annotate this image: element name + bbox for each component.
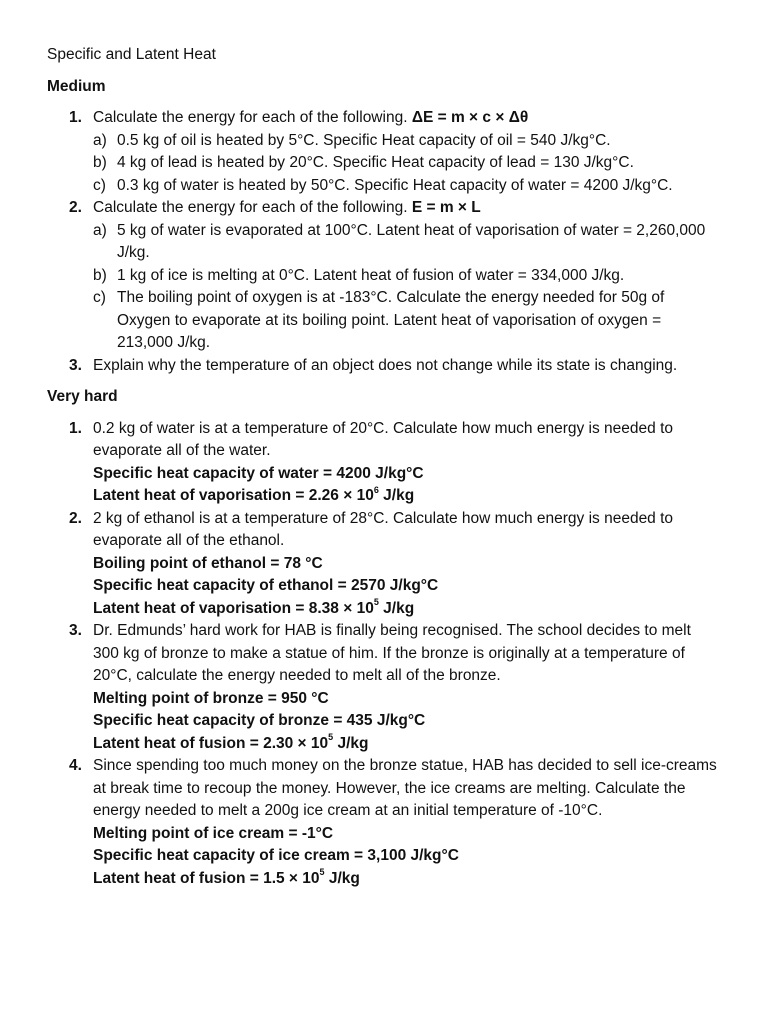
sub-question-text: The boiling point of oxygen is at -183°C. Calculate the energy needed for 50g of Oxygen to evaporate at its boiling point. Latent heat of vaporisation of oxygen = 213,000 J/kg. xyxy=(117,289,665,351)
sub-question-text: 0.5 kg of oil is heated by 5°C. Specific Heat capacity of oil = 540 J/kg°C. xyxy=(117,131,611,149)
question-text: Calculate the energy for each of the following. xyxy=(93,199,412,216)
very-hard-heading: Very hard xyxy=(47,388,118,405)
sub-label: a) xyxy=(93,221,107,239)
question-number: 1. xyxy=(69,109,82,126)
sub-question xyxy=(93,175,720,198)
very-hard-question-1 xyxy=(47,418,720,508)
sub-question xyxy=(93,152,720,175)
medium-question-list xyxy=(47,107,720,377)
given-value: Latent heat of vaporisation = $2.26 \times 10^6$ J/kg xyxy=(93,484,415,504)
question-text: 2 kg of ethanol is at a temperature of 28°C. Calculate how much energy is needed to evaporate all of the ethanol. xyxy=(93,509,674,549)
sub-label: c) xyxy=(93,289,106,306)
very-hard-question-3 xyxy=(47,620,720,755)
sub-question xyxy=(93,265,720,288)
given-value: Melting point of bronze = 950 °C xyxy=(93,689,329,707)
question-number: 2. xyxy=(69,509,82,527)
sub-label: a) xyxy=(93,131,107,149)
sub-label: b) xyxy=(93,266,107,284)
very-hard-question-4 xyxy=(47,755,720,890)
given-value: Specific heat capacity of ice cream = 3,100 J/kg°C xyxy=(93,847,459,864)
question-text: Since spending too much money on the bronze statue, HAB has decided to sell ice-creams at break time to recoup the money. However, the ice creams are melting. Calculate the energy needed to melt a 200g ice cream at an initial temperature of -10°C. xyxy=(93,757,717,819)
given-value: Latent heat of fusion = $2.30 \times 10^5$ J/kg xyxy=(93,732,369,752)
given-value: Latent heat of fusion = $1.5 \times 10^5$ J/kg xyxy=(93,867,360,887)
sub-question xyxy=(93,220,720,265)
given-value: Specific heat capacity of water = 4200 J/kg°C xyxy=(93,464,424,482)
sub-question-list xyxy=(93,130,720,198)
question-number: 2. xyxy=(69,199,82,216)
medium-question-1 xyxy=(47,107,720,197)
question-number: 3. xyxy=(69,622,82,639)
document-title: Specific and Latent Heat xyxy=(47,46,216,63)
medium-heading: Medium xyxy=(47,77,106,95)
sub-question xyxy=(93,287,720,355)
given-value: Latent heat of vaporisation = $8.38 \times 10^5$ J/kg xyxy=(93,597,415,617)
sub-question-text: 5 kg of water is evaporated at 100°C. Latent heat of vaporisation of water = 2,260,000 J/kg. xyxy=(117,221,706,261)
given-value: Specific heat capacity of ethanol = 2570 J/kg°C xyxy=(93,577,439,594)
formula: ΔE = m × c × Δθ xyxy=(411,109,529,126)
medium-question-2 xyxy=(47,197,720,355)
given-value: Specific heat capacity of bronze = 435 J/kg°C xyxy=(93,712,426,729)
question-number: 3. xyxy=(69,356,82,374)
medium-question-3 xyxy=(47,355,720,378)
very-hard-question-list xyxy=(47,418,720,891)
formula: E = m × L xyxy=(411,199,481,216)
question-text: Calculate the energy for each of the following. xyxy=(93,109,412,126)
question-number: 1. xyxy=(69,419,82,437)
sub-label: c) xyxy=(93,176,106,194)
sub-question-text: 1 kg of ice is melting at 0°C. Latent heat of fusion of water = 334,000 J/kg. xyxy=(117,266,625,284)
given-value: Melting point of ice cream = -1°C xyxy=(93,824,334,842)
question-number: 4. xyxy=(69,757,82,774)
given-value: Boiling point of ethanol = 78 °C xyxy=(93,554,323,572)
sub-question xyxy=(93,130,720,153)
sub-question-text: 0.3 kg of water is heated by 50°C. Specific Heat capacity of water = 4200 J/kg°C. xyxy=(117,176,673,194)
sub-question-list xyxy=(93,220,720,355)
sub-question-text: 4 kg of lead is heated by 20°C. Specific Heat capacity of lead = 130 J/kg°C. xyxy=(117,154,634,171)
sub-label: b) xyxy=(93,154,107,171)
question-text: Dr. Edmunds’ hard work for HAB is finally being recognised. The school decides to melt 300 kg of bronze to make a statue of him. If the bronze is originally at a temperature of 20°C, calculate the energy needed to melt all of the bronze. xyxy=(93,622,691,684)
question-text: 0.2 kg of water is at a temperature of 20°C. Calculate how much energy is needed to evaporate all of the water. xyxy=(93,419,674,459)
very-hard-question-2 xyxy=(47,508,720,621)
question-text: Explain why the temperature of an object does not change while its state is changing. xyxy=(93,356,678,374)
